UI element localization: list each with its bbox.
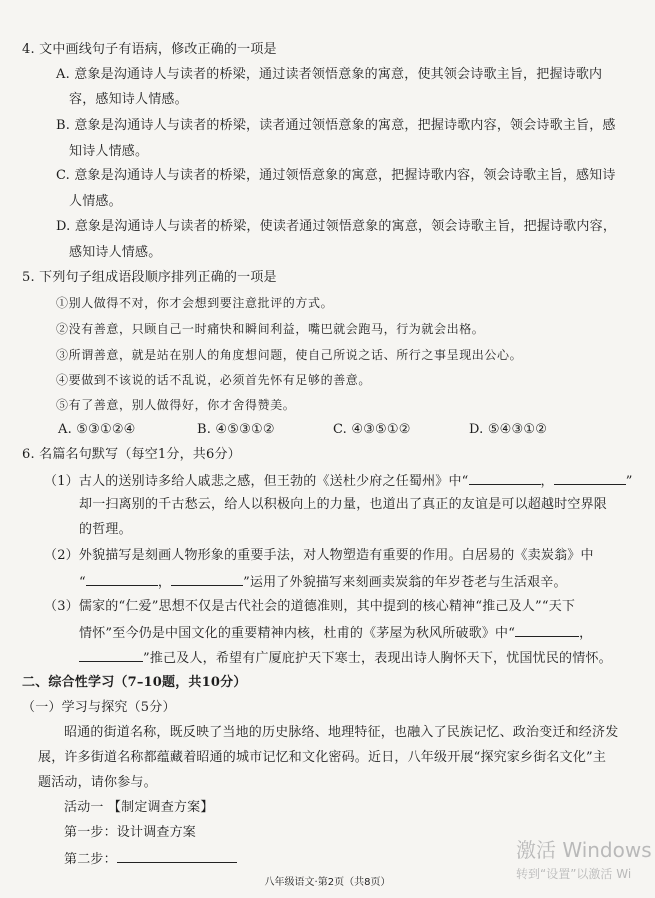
q4-option-c: C. 意象是沟通诗人与读者的桥梁，通过领悟意象的寓意，把握诗歌内容，领会诗歌主旨，感知诗 xyxy=(56,168,616,183)
q6-item-2-text: ”运用了外貌描写来刻画卖炭翁的年岁苍老与生活艰辛。 xyxy=(243,575,567,590)
q6-item-1-text: （1）古人的送别诗多给人戚悲之感，但王勃的《送杜少府之任蜀州》中“ xyxy=(44,474,469,489)
q6-item-1-quote: ” xyxy=(625,474,633,489)
q5-sentence-4: ④要做到不该说的话不乱说，必须首先怀有足够的善意。 xyxy=(56,373,372,387)
part2-paragraph-line-1: 昭通的街道名称，既反映了当地的历史脉络、地理特征，也融入了民族记忆、政治变迁和经济发 xyxy=(64,725,619,740)
q4-option-a: A. 意象是沟通诗人与读者的桥梁，通过读者领悟意象的寓意，使其领会诗歌主旨，把握诗歌内 xyxy=(56,67,603,82)
q6-item-1-end: 的哲理。 xyxy=(79,522,132,537)
activation-watermark-hint: 转到“设置”以激活 Wi xyxy=(516,867,632,881)
page-footer: 八年级语文·第2页（共8页） xyxy=(264,877,391,888)
q5-option-d: D. ⑤④③①② xyxy=(469,422,548,437)
q6-item-1 xyxy=(44,471,633,491)
q6-blank-4[interactable] xyxy=(171,572,243,586)
q5-option-a: A. ⑤③①②④ xyxy=(58,422,136,437)
step-2-label: 第二步： xyxy=(64,852,117,867)
q4-option-b: B. 意象是沟通诗人与读者的桥梁，读者通过领悟意象的寓意，把握诗歌内容，领会诗歌主旨，感 xyxy=(56,118,616,133)
q5-sentence-2: ②没有善意，只顾自己一时痛快和瞬间利益，嘴巴就会跑马，行为就会出格。 xyxy=(56,322,485,336)
q6-item-3-cont xyxy=(79,623,592,643)
q6-blank-6[interactable] xyxy=(79,648,143,662)
q5-stem: 5. 下列句子组成语段顺序排列正确的一项是 xyxy=(22,270,277,285)
activation-watermark-title: 激活 Windows xyxy=(516,838,652,862)
step-2-blank[interactable] xyxy=(117,849,237,863)
q6-item-2-comma: ， xyxy=(157,575,172,590)
part2-paragraph-line-2: 展，许多街道名称都蕴藏着昭通的城市记忆和文化密码。近日，八年级开展“探究家乡街名文化”主 xyxy=(38,750,607,765)
part2-subheading: （一）学习与探究（5分） xyxy=(22,700,176,715)
q6-item-3-text-end: ”推己及人，希望有广厦庇护天下寒士，表现出诗人胸怀天下，忧国忧民的情怀。 xyxy=(143,651,612,666)
q6-item-3-comma: ， xyxy=(579,626,593,641)
q6-item-3-text: 情怀”至今仍是中国文化的重要精神内核，杜甫的《茅屋为秋风所破歌》中“ xyxy=(79,626,516,641)
step-2 xyxy=(64,849,237,869)
q4-option-d: D. 意象是沟通诗人与读者的桥梁，使读者通过领悟意象的寓意，领会诗歌主旨，把握诗歌内容， xyxy=(56,219,617,234)
q6-item-3-end xyxy=(79,648,612,668)
q5-option-b: B. ④⑤③①② xyxy=(197,422,275,437)
q4-option-d-cont: 感知诗人情感。 xyxy=(69,245,162,260)
q6-item-1-comma: ， xyxy=(540,474,554,489)
q6-item-3: （3）儒家的“仁爱”思想不仅是古代社会的道德准则，其中提到的核心精神“推己及人”“天下 xyxy=(44,599,576,614)
step-1: 第一步：设计调查方案 xyxy=(64,825,197,840)
q4-option-b-cont: 知诗人情感。 xyxy=(69,144,149,159)
q5-sentence-5: ⑤有了善意，别人做得好，你才舍得赞美。 xyxy=(56,398,296,412)
part2-paragraph-line-3: 题活动，请你参与。 xyxy=(38,775,157,790)
q4-option-c-cont: 人情感。 xyxy=(69,194,122,209)
q6-item-2-cont xyxy=(79,572,567,592)
q6-blank-5[interactable] xyxy=(515,623,579,637)
q4-stem: 4. 文中画线句子有语病，修改正确的一项是 xyxy=(22,42,277,57)
q6-blank-3[interactable] xyxy=(86,572,158,586)
activity-1-title: 活动一 【制定调查方案】 xyxy=(64,800,214,815)
q5-option-c: C. ④③⑤①② xyxy=(333,422,411,437)
q4-option-a-cont: 容，感知诗人情感。 xyxy=(69,92,188,107)
q6-blank-1[interactable] xyxy=(469,471,541,485)
part2-heading: 二、综合性学习（7–10题，共10分） xyxy=(22,675,247,690)
q6-item-2: （2）外貌描写是刻画人物形象的重要手法，对人物塑造有重要的作用。白居易的《卖炭翁》中 xyxy=(44,548,594,563)
q5-sentence-1: ①别人做得不对，你才会想到要注意批评的方式。 xyxy=(56,296,334,310)
q5-sentence-3: ③所谓善意，就是站在别人的角度想问题，使自己所说之话、所行之事呈现出公心。 xyxy=(56,348,523,362)
q6-item-1-cont: 却一扫离别的千古愁云，给人以积极向上的力量，也道出了真正的友谊是可以超越时空界限 xyxy=(79,497,608,512)
q6-item-2-open-quote: “ xyxy=(79,575,86,590)
q6-stem: 6. 名篇名句默写（每空1分，共6分） xyxy=(22,447,241,462)
q6-blank-2[interactable] xyxy=(554,471,626,485)
